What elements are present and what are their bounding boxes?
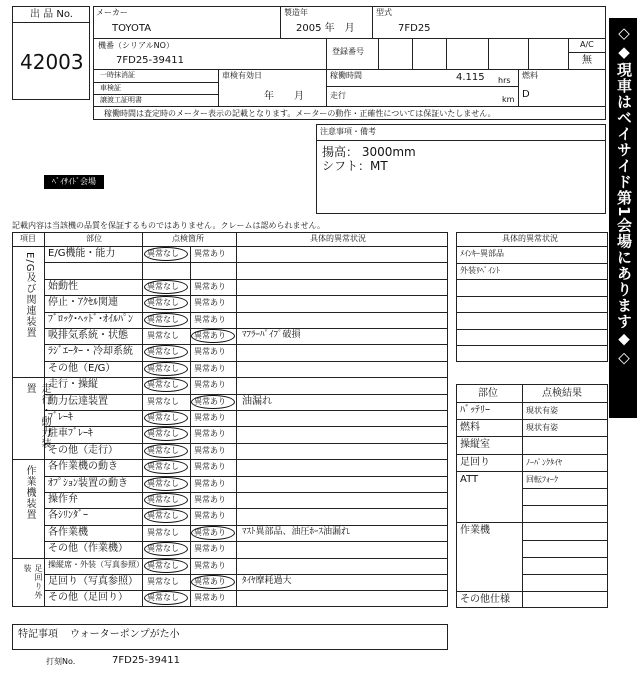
right-bottom-row-divider	[456, 471, 608, 472]
ng-option: 異常あり	[194, 380, 226, 390]
header-part: 部位	[86, 234, 102, 243]
year-label: 製造年	[284, 8, 308, 17]
table-row-part: 駐車ﾌﾞﾚｰｷ	[48, 428, 93, 440]
table-row-detail: ﾏﾌﾗｰﾊﾟｲﾌﾟ破損	[242, 330, 301, 340]
group-label: 走行・動力装置	[24, 383, 50, 450]
ng-option: 異常あり	[194, 544, 226, 554]
special-notes-label: 特記事項	[18, 629, 58, 640]
right-bottom-part: 足回り	[460, 456, 490, 468]
remarks-label: 注意事項・備考	[320, 127, 376, 136]
serial-label: 機番（シリアルNO）	[98, 41, 174, 50]
ng-option: 異常あり	[194, 281, 226, 291]
table-col-divider	[142, 232, 143, 607]
table-row-part: 走行・操縦	[48, 379, 98, 391]
ac-value: 無	[582, 55, 592, 66]
right-top-row: 外装ﾘﾍﾟｲﾝﾄ	[460, 265, 500, 275]
hours-label: 稼働時間	[330, 71, 362, 80]
cert-inspection: 車検証	[100, 84, 121, 92]
ng-option: 異常あり	[194, 445, 226, 455]
ok-option: 異常なし	[147, 593, 179, 603]
ok-option: 異常なし	[147, 249, 179, 258]
side-banner	[609, 18, 637, 418]
ok-selected-circle	[144, 444, 188, 458]
header-detail: 具体的異常状況	[310, 234, 366, 243]
travel-label: 走行	[330, 91, 346, 100]
ok-option: 異常なし	[147, 495, 179, 504]
header-check: 点検箇所	[172, 234, 204, 243]
side-banner-text: ◇◆現車はベイサイド第1会場にあります◆◇	[615, 24, 633, 368]
table-row-part: ｵﾌﾟｼｮﾝ装置の動き	[48, 477, 128, 489]
table-row-part: 動力伝達装置	[48, 395, 108, 407]
meter-note: 稼働時間は査定時のメーター表示の記載となります。メーターの動作・正確性については保証いたしません。	[104, 109, 496, 118]
table-row-divider	[44, 492, 448, 493]
right-bottom-row-divider	[456, 419, 608, 420]
ok-option: 異常なし	[147, 544, 179, 554]
table-row-part: 各ｼﾘﾝﾀﾞｰ	[48, 510, 88, 522]
venue-badge: ﾍﾞｲｻｲﾄﾞ会場	[44, 175, 104, 189]
ng-selected-circle	[191, 329, 235, 343]
table-row-part: その他（走行）	[48, 444, 118, 456]
right-top-row-divider	[456, 296, 608, 297]
right-bottom-row-divider	[456, 436, 608, 437]
hours-value: 4.115	[456, 72, 485, 83]
table-row-detail: ﾀｲﾔ摩耗過大	[242, 576, 292, 586]
right-bottom-row-divider	[522, 540, 608, 541]
ng-option: 異常あり	[194, 462, 226, 472]
right-top-row: ﾒｲﾝｷｰ異部品	[460, 249, 504, 258]
right-top-row-divider	[456, 345, 608, 346]
table-row-divider	[44, 394, 448, 395]
ok-option: 異常なし	[147, 298, 179, 308]
right-bottom-result: 現状有姿	[526, 423, 558, 433]
ok-option: 異常なし	[147, 429, 179, 439]
inspection-value: 年 月	[264, 91, 304, 102]
ng-selected-circle	[191, 526, 235, 540]
table-row-divider	[12, 558, 448, 559]
maker-value: TOYOTA	[112, 23, 152, 34]
stamp-label: 打刻No.	[46, 657, 76, 666]
table-row-detail: ﾏｽﾄ異部品、油圧ﾎｰｽ油漏れ	[242, 526, 351, 537]
table-row-divider	[44, 410, 448, 411]
table-row-part: 始動性	[48, 280, 78, 292]
fuel-label: 燃料	[522, 71, 538, 80]
right-bottom-row-divider	[456, 454, 608, 455]
ng-option: 異常あり	[194, 363, 226, 373]
ok-option: 異常なし	[147, 331, 179, 340]
table-row-part: 停止・ｱｸｾﾙ関連	[48, 297, 118, 309]
ng-selected-circle	[191, 395, 235, 409]
ng-option: 異常あり	[194, 347, 226, 357]
right-bottom-row-divider	[522, 505, 608, 506]
ok-selected-circle	[144, 411, 188, 425]
ng-option: 異常あり	[194, 478, 226, 488]
right-bottom-row-divider	[456, 522, 608, 523]
right-top-row-divider	[456, 263, 608, 264]
item-number-label: 出 品 No.	[30, 9, 73, 20]
table-row-part: その他（E/G）	[48, 362, 116, 374]
right-bottom-part: 操縦室	[460, 439, 490, 451]
right-bottom-part: 燃料	[460, 422, 480, 434]
year-value: 2005 年 月	[296, 23, 355, 34]
ng-option: 異常あり	[194, 593, 226, 603]
right-bottom-result: 回転ﾌｫｰｸ	[526, 474, 558, 484]
table-row-part: 各作業機	[48, 526, 88, 538]
table-row-divider	[44, 574, 448, 575]
maker-label: メーカー	[96, 8, 128, 17]
table-row-part: ﾌﾞﾛｯｸ･ﾍｯﾄﾞ･ｵｲﾙﾊﾟﾝ	[48, 313, 133, 325]
right-top-row-divider	[456, 312, 608, 313]
table-row-divider	[44, 262, 448, 263]
ok-option: 異常なし	[147, 314, 179, 324]
right-bottom-part: ATT	[460, 473, 479, 485]
ng-option: 異常あり	[194, 396, 226, 406]
table-row-part: 操作弁	[48, 494, 78, 505]
right-bottom-part: ﾊﾞｯﾃﾘｰ	[460, 405, 490, 416]
right-bottom-header-result: 点検結果	[542, 388, 582, 399]
ng-option: 異常あり	[194, 249, 226, 258]
ng-option: 異常あり	[194, 298, 226, 308]
ok-option: 異常なし	[147, 347, 179, 357]
right-bottom-row-divider	[522, 557, 608, 558]
ok-selected-circle	[144, 493, 188, 507]
table-row-divider	[44, 426, 448, 427]
right-bottom-result: ﾉｰﾊﾟﾝｸﾀｲﾔ	[526, 457, 562, 467]
ng-option: 異常あり	[194, 560, 226, 570]
table-row-divider	[44, 508, 448, 509]
fuel-value: D	[522, 89, 530, 100]
table-row-divider	[44, 312, 448, 313]
right-bottom-part: 作業機	[460, 525, 490, 537]
ok-option: 異常なし	[147, 462, 179, 472]
hours-unit: hrs	[498, 76, 511, 85]
remarks-shift: シフト：MT	[322, 159, 388, 173]
ng-option: 異常あり	[194, 429, 226, 439]
item-number: 42003	[20, 50, 84, 74]
right-bottom-divider	[456, 402, 608, 403]
ng-option: 異常あり	[194, 511, 226, 521]
table-row-part: 各作業機の動き	[48, 461, 118, 473]
remarks-lift-height: 揚高： 3000mm	[322, 145, 416, 159]
ok-option: 異常なし	[147, 577, 179, 586]
table-row-divider	[44, 279, 448, 280]
table-row-part: E/G機能・能力	[48, 248, 116, 259]
ok-selected-circle	[144, 280, 188, 294]
model-label: 型式	[376, 8, 392, 17]
right-top-row-divider	[456, 279, 608, 280]
table-row-part: 吸排気系統・状態	[48, 330, 128, 341]
table-row-divider	[44, 443, 448, 444]
ok-selected-circle	[144, 247, 188, 261]
right-bottom-row-divider	[456, 591, 608, 592]
cert-transfer: 譲渡工証明書	[100, 96, 142, 104]
ok-option: 異常なし	[147, 396, 179, 406]
serial-value: 7FD25-39411	[116, 55, 184, 66]
group-label: 足回り外装	[23, 563, 43, 600]
stamp-value: 7FD25-39411	[112, 655, 180, 666]
table-row-divider	[44, 476, 448, 477]
inspection-label: 車検有効日	[222, 71, 262, 80]
table-row-part: その他（作業機）	[48, 543, 128, 555]
table-row-part: ﾌﾞﾚｰｷ	[48, 412, 73, 423]
ng-selected-circle	[191, 575, 235, 589]
table-row-detail: 油漏れ	[242, 395, 272, 407]
ng-option: 異常あり	[194, 413, 226, 422]
table-row-divider	[44, 328, 448, 329]
right-bottom-row-divider	[522, 488, 608, 489]
right-bottom-result: 現状有姿	[526, 406, 558, 415]
table-header-divider	[12, 246, 448, 247]
registration-label: 登録番号	[332, 47, 364, 56]
model-value: 7FD25	[398, 23, 431, 34]
ok-selected-circle	[144, 362, 188, 376]
ng-option: 異常あり	[194, 314, 226, 324]
group-label: 作業機装置	[24, 465, 35, 521]
ac-label: A/C	[580, 40, 594, 49]
ok-option: 異常なし	[147, 527, 179, 537]
ok-selected-circle	[144, 313, 188, 327]
ok-option: 異常なし	[147, 281, 179, 291]
ng-option: 異常あり	[194, 495, 226, 504]
right-top-header: 具体的異常状況	[502, 234, 558, 243]
table-row-divider	[44, 361, 448, 362]
ok-option: 異常なし	[147, 511, 179, 521]
table-row-part: ﾗｼﾞｴｰﾀｰ・冷却系統	[48, 346, 133, 358]
right-top-divider	[456, 246, 608, 247]
right-bottom-row-divider	[522, 574, 608, 575]
table-row-part: 操縦席・外装（写真参照）	[48, 559, 144, 569]
table-row-divider	[44, 525, 448, 526]
right-bottom-part: その他仕様	[460, 594, 510, 606]
cert-temporary: 一時抹消証	[100, 71, 135, 79]
ok-option: 異常なし	[147, 363, 179, 373]
ok-selected-circle	[144, 477, 188, 491]
right-top-row-divider	[456, 329, 608, 330]
right-bottom-header-part: 部位	[478, 388, 498, 399]
table-row-part: 足回り（写真参照）	[48, 576, 138, 587]
ok-option: 異常なし	[147, 478, 179, 488]
table-row-part: その他（足回り）	[48, 592, 128, 604]
km-unit: km	[502, 95, 515, 104]
ng-option: 異常あり	[194, 331, 226, 340]
ok-option: 異常なし	[147, 380, 179, 390]
ng-option: 異常あり	[194, 577, 226, 586]
table-col-divider	[236, 232, 237, 607]
ok-option: 異常なし	[147, 445, 179, 455]
ok-selected-circle	[144, 559, 188, 573]
disclaimer: 記載内容は当該機の品質を保証するものではありません。クレームは認められません。	[12, 221, 325, 230]
special-notes-text: ウォーターポンプがた小	[70, 629, 180, 640]
header-item: 項目	[20, 234, 36, 243]
ok-option: 異常なし	[147, 413, 179, 422]
group-label: E/G及び関連装置	[24, 252, 35, 339]
ng-option: 異常あり	[194, 527, 226, 537]
ok-option: 異常なし	[147, 560, 179, 570]
